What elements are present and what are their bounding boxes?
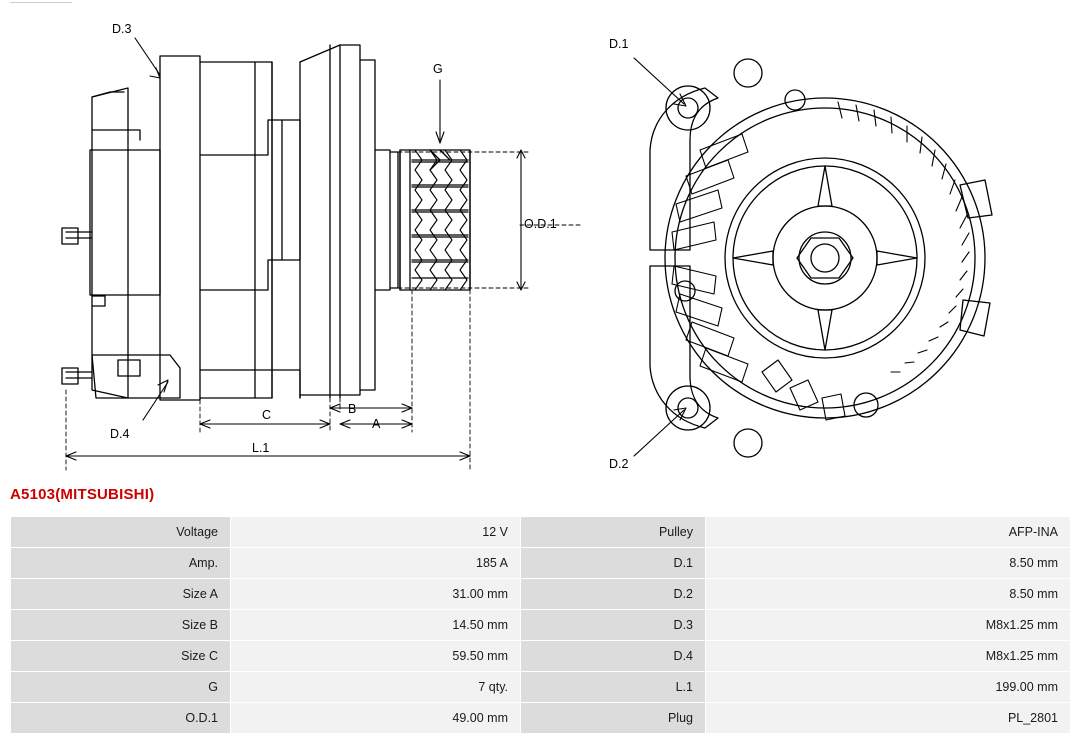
spec-label: O.D.1 — [11, 703, 231, 734]
side-view-stator-body — [160, 45, 360, 400]
spec-value: 12 V — [231, 517, 521, 548]
specifications-table — [10, 516, 1071, 734]
table-row — [11, 548, 1071, 579]
dimension-lines — [66, 152, 580, 470]
spec-label: Pulley — [521, 517, 706, 548]
spec-value: 49.00 mm — [231, 703, 521, 734]
side-view-pulley — [400, 150, 470, 290]
spec-label: Voltage — [11, 517, 231, 548]
spec-label: D.4 — [521, 641, 706, 672]
side-view-front-bracket — [360, 60, 398, 390]
spec-value: 59.50 mm — [231, 641, 521, 672]
front-view-cooling-teeth — [838, 102, 969, 372]
callout-label-d4: D.4 — [110, 427, 130, 441]
spec-value: 8.50 mm — [706, 579, 1071, 610]
table-row — [11, 610, 1071, 641]
side-view-pulley-grooves-v — [415, 150, 467, 290]
dimension-arrows — [66, 150, 525, 460]
callout-label-d2: D.2 — [609, 457, 629, 471]
callout-label-d3: D.3 — [112, 22, 132, 36]
spec-label: Size C — [11, 641, 231, 672]
spec-value: 7 qty. — [231, 672, 521, 703]
spec-label: D.2 — [521, 579, 706, 610]
spec-label: Plug — [521, 703, 706, 734]
table-row — [11, 672, 1071, 703]
spec-value: 14.50 mm — [231, 610, 521, 641]
callout-label-g: G — [433, 62, 443, 76]
spec-value: PL_2801 — [706, 703, 1071, 734]
dimension-label-b: B — [348, 402, 357, 416]
front-view-vent-slots — [672, 134, 845, 420]
spec-label: Size A — [11, 579, 231, 610]
spec-value: 8.50 mm — [706, 548, 1071, 579]
front-view-housing — [650, 59, 992, 457]
spec-value: M8x1.25 mm — [706, 641, 1071, 672]
side-view-rear-housing — [62, 88, 180, 398]
spec-label: Size B — [11, 610, 231, 641]
spec-value: M8x1.25 mm — [706, 610, 1071, 641]
spec-label: D.1 — [521, 548, 706, 579]
callout-label-od1: O.D.1 — [524, 217, 557, 231]
spec-value: 31.00 mm — [231, 579, 521, 610]
spec-label: Amp. — [11, 548, 231, 579]
spec-value: 199.00 mm — [706, 672, 1071, 703]
callout-label-d1: D.1 — [609, 37, 629, 51]
table-row — [11, 579, 1071, 610]
spec-label: D.3 — [521, 610, 706, 641]
table-row — [11, 641, 1071, 672]
dimension-label-c: C — [262, 408, 272, 422]
spec-value: 185 A — [231, 548, 521, 579]
page-title: A5103(MITSUBISHI) — [10, 486, 155, 503]
table-row — [11, 703, 1071, 734]
table-row — [11, 517, 1071, 548]
dimension-label-l1: L.1 — [252, 441, 270, 455]
spec-value: AFP-INA — [706, 517, 1071, 548]
spec-label: G — [11, 672, 231, 703]
spec-label: L.1 — [521, 672, 706, 703]
dimension-label-a: A — [372, 417, 381, 431]
